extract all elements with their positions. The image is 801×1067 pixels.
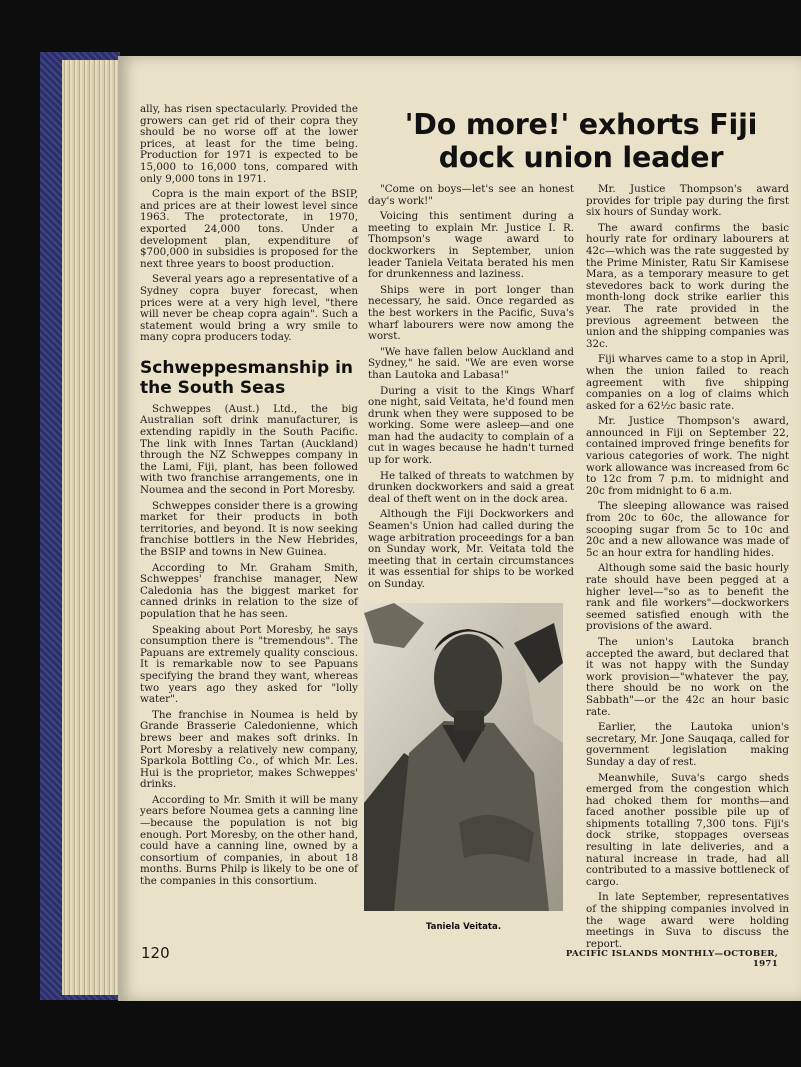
portrait-photo [364, 603, 563, 911]
article-paragraph: Schweppes consider there is a growing market for their products in both territories, and beyond. It is now seeking franchise bottlers in the New Hebrides, the BSIP and towns in New Guinea. [140, 499, 358, 558]
page-number: 120 [141, 944, 170, 962]
article-paragraph: Fiji wharves came to a stop in April, when the union failed to reach agreement with five shipping companies on a log of claims which asked for a 62½c basic rate. [586, 353, 789, 412]
article-headline: 'Do more!' exhorts Fiji dock union leader [404, 108, 758, 174]
article-paragraph: According to Mr. Graham Smith, Schweppes' franchise manager, New Caledonia has the biggest market for canned drinks in relation to the size of population that he has seen. [140, 561, 358, 620]
running-footer: PACIFIC ISLANDS MONTHLY—OCTOBER, 1971 [565, 949, 778, 969]
photo-caption: Taniela Veitata. [425, 922, 502, 932]
article-paragraph: "We have fallen below Auckland and Sydney," he said. "We are even worse than Lautoka and Labasa!" [368, 345, 574, 381]
article-paragraph: Ships were in port longer than necessary, he said. Once regarded as the best workers in the Pacific, Suva's wharf labourers were now among the worst. [368, 283, 574, 343]
article-paragraph: The union's Lautoka branch accepted the award, but declared that it was not happy with the Sunday work provision—"whatever the pay, there should be no work on the Sabbath"—or the 42c an hour basic rate. [586, 635, 789, 718]
article-paragraph: ally, has risen spectacularly. Provided the growers can get rid of their copra they should be no worse off at the lower prices, at least for the time being. Production for 1971 is expected to be 15,000 to 16,000 tons, compared with only 9,000 tons in 1971. [140, 103, 358, 185]
article-paragraph: Although the Fiji Dockworkers and Seamen's Union had called during the wage arbitration proceedings for a ban on Sunday work, Mr. Veitata told the meeting that in certain circumstances it was essential for ships to be worked on Sunday. [368, 508, 574, 590]
article-paragraph: The sleeping allowance was raised from 20c to 60c, the allowance for scooping sugar from 5c to 10c and 20c and a new allowance was made of 5c an hour extra for handling hides. [586, 500, 789, 559]
article-paragraph: He talked of threats to watchmen by drunken dockworkers and said a great deal of theft went on in the dock area. [368, 469, 574, 505]
article-paragraph: Mr. Justice Thompson's award, announced in Fiji on September 22, contained improved fringe benefits for various categories of work. The night work allowance was increased from 6c to 12c from 7 p.m. to midnight and 20c from midnight to 6 a.m. [586, 415, 789, 497]
article-paragraph: Earlier, the Lautoka union's secretary, Mr. Jone Sauqaqa, called for government legislation making Sunday a day of rest. [586, 721, 789, 768]
article-paragraph: In late September, representatives of the shipping companies involved in the wage award were holding meetings in Suva to discuss the report. [586, 891, 789, 950]
article-paragraph: Meanwhile, Suva's cargo sheds emerged from the congestion which had choked them for months—and faced another possible pile up of shipments totalling 7,300 tons. Fiji's dock strike, stoppages overseas resulting in late deliveries, and a natural increase in trade, had all contributed to a massive bottleneck of cargo. [586, 771, 789, 888]
page-edges [62, 60, 122, 995]
article-paragraph: Schweppes (Aust.) Ltd., the big Australian soft drink manufacturer, is extending rapidly in the South Pacific. The link with Innes Tartan (Auckland) through the NZ Schweppes company in the Lami, Fiji, plant, has been followed with two franchise arrangements, one in Noumea and the second in Port Moresby. [140, 402, 358, 497]
section-subheading: Schweppesmanship in the South Seas [140, 357, 353, 398]
article-paragraph: Although some said the basic hourly rate should have been pegged at a higher level—"so as to benefit the rank and file workers"—dockworkers seemed satisfied enough with the provisions of the award. [586, 562, 789, 633]
right-column [586, 184, 789, 954]
article-paragraph: Several years ago a representative of a Sydney copra buyer forecast, when prices were at a very high level, "there will never be cheap copra again". Such a statement would bring a wry smile to many copra producers today. [140, 273, 358, 344]
article-paragraph: During a visit to the Kings Wharf one night, said Veitata, he'd found men drunk when they were supposed to be working. Some were asleep—and one man had the audacity to complain of a cut in wages because he hadn't turned up for work. [368, 384, 574, 467]
article-paragraph: Copra is the main export of the BSIP, and prices are at their lowest level since 1963. The protectorate, in 1970, exported 24,000 tons. Under a development plan, expenditure of $700,000 in subsidies is proposed for the next three years to boost production. [140, 188, 358, 270]
middle-column [368, 184, 574, 595]
article-paragraph: According to Mr. Smith it will be many years before Noumea gets a canning line—because the population is not big enough. Port Moresby, on the other hand, could have a canning line, owned by a consortium of companies, in about 18 months. Burns Philp is likely to be one of the companies in this consortium. [140, 793, 358, 888]
article-paragraph: Mr. Justice Thompson's award provides for triple pay during the first six hours of Sunday work. [586, 183, 789, 219]
article-paragraph: Speaking about Port Moresby, he says consumption there is "tremendous". The Papuans are extremely quality conscious. It is remarkable now to see Papuans specifying the brand they want, whereas two years ago they asked for "lolly water". [140, 623, 358, 706]
article-paragraph: The award confirms the basic hourly rate for ordinary labourers at 42c—which was the rate suggested by the Prime Minister, Ratu Sir Kamisese Mara, as a temporary measure to get stevedores back to work during the month-long dock strike earlier this year. The rate provided in the previous agreement between the union and the shipping companies was 32c. [586, 221, 789, 350]
article-paragraph: The franchise in Noumea is held by Grande Brasserie Caledonienne, which brews beer and makes soft drinks. In Port Moresby a relatively new company, Sparkola Bottling Co., of which Mr. Les. Hui is the proprietor, makes Schweppes' drinks. [140, 708, 358, 791]
article-paragraph: "Come on boys—let's see an honest day's work!" [368, 183, 574, 207]
left-column [140, 104, 358, 892]
article-paragraph: Voicing this sentiment during a meeting to explain Mr. Justice I. R. Thompson's wage award to dockworkers in September, union leader Taniela Veitata berated his men for drunkenness and laziness. [368, 210, 574, 281]
